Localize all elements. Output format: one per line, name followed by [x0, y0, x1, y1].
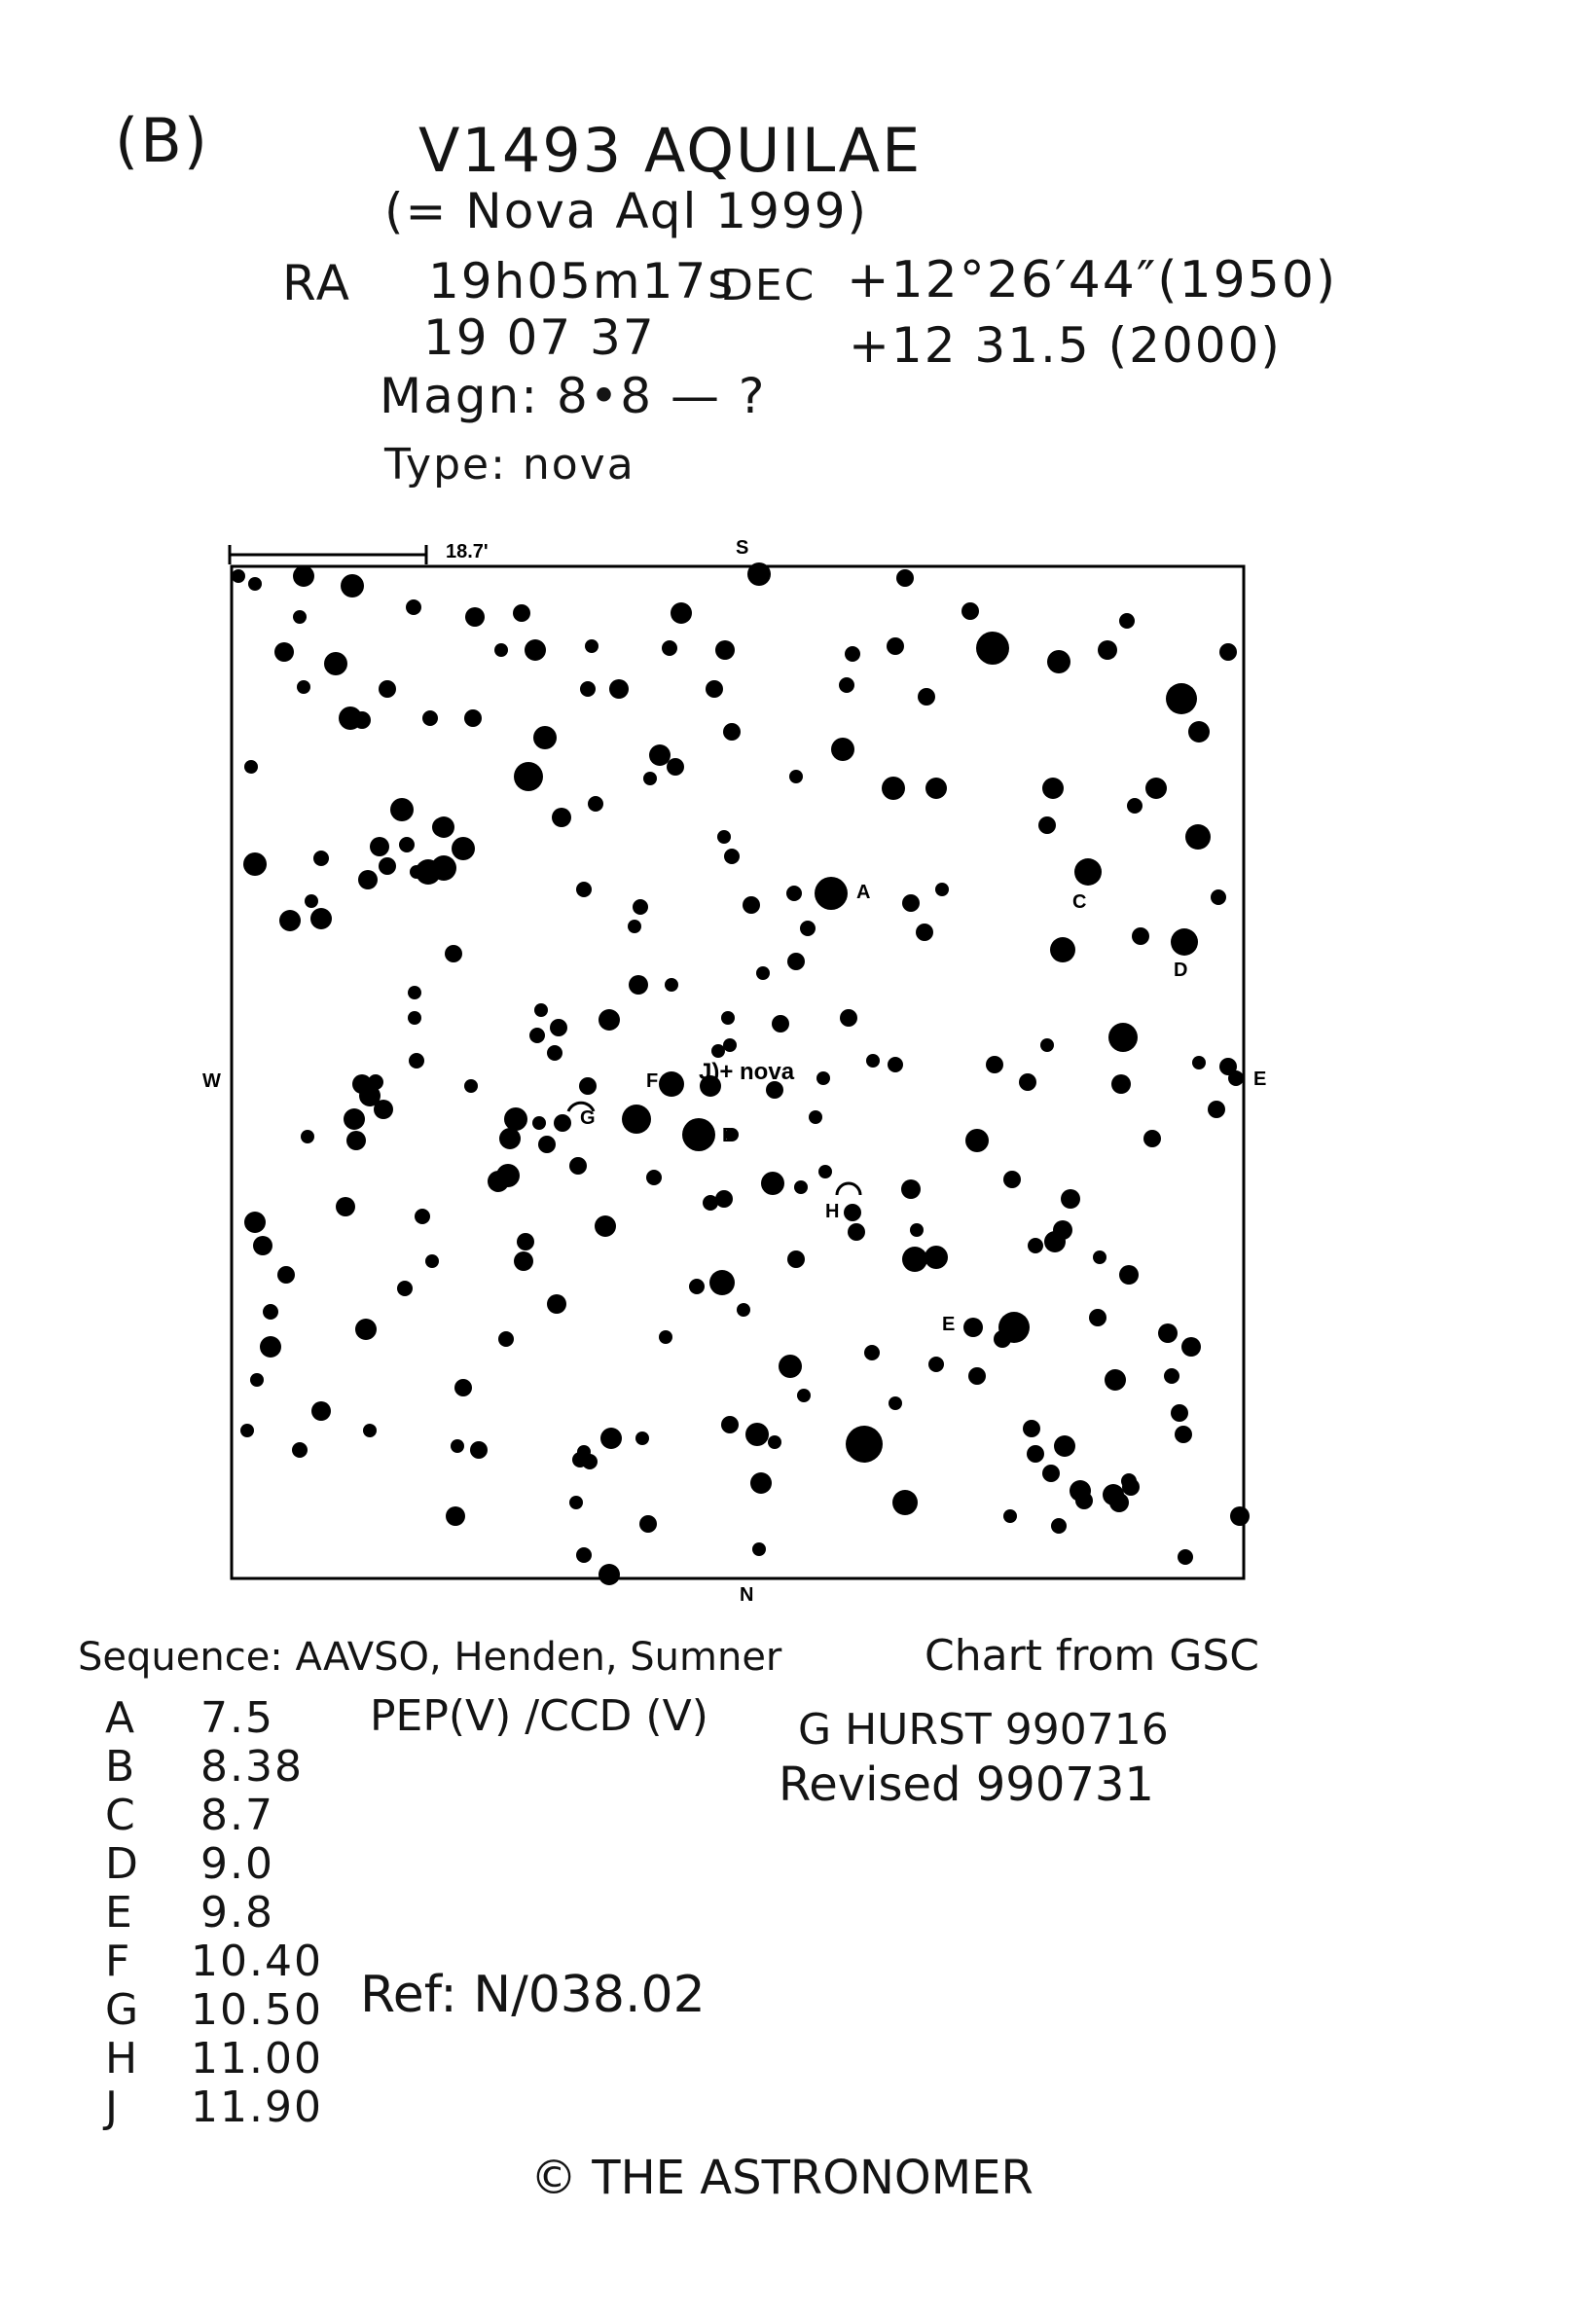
star-dot: [689, 1279, 705, 1294]
star-dot: [311, 1401, 331, 1421]
star-alias: (= Nova Aql 1999): [384, 183, 869, 239]
sequence-mag-g: 10.50: [191, 1985, 323, 2035]
star-dot: [250, 1373, 264, 1387]
star-dot: [1023, 1420, 1040, 1437]
star-dot: [965, 1129, 989, 1152]
star-dot: [635, 1431, 649, 1445]
star-dot: [344, 1108, 365, 1130]
star-dot: [622, 1105, 651, 1134]
star-dot: [446, 1506, 465, 1526]
star-dot: [1109, 1493, 1129, 1512]
star-dot: [363, 1424, 377, 1437]
star-dot: [1075, 1492, 1093, 1509]
star-dot: [787, 1250, 805, 1268]
star-dot: [1228, 1070, 1244, 1086]
star-dot: [786, 886, 802, 901]
ra-2000: 19 07 37: [423, 309, 656, 366]
star-dot: [737, 1303, 750, 1317]
scale-label: 18.7': [446, 541, 489, 562]
star-dot: [639, 1515, 657, 1533]
sequence-star-b: B: [105, 1742, 137, 1792]
star-dot: [600, 1428, 622, 1449]
star-dot: [1027, 1445, 1044, 1463]
star-dot: [292, 1442, 308, 1458]
star-dot: [1098, 640, 1117, 660]
star-dot: [445, 945, 462, 962]
star-dot: [994, 1330, 1011, 1348]
star-dot: [1192, 1056, 1206, 1069]
star-dot: [293, 565, 314, 587]
star-dot: [297, 680, 310, 694]
star-dot: [452, 837, 475, 860]
star-dot: [882, 777, 905, 800]
star-dot: [1185, 824, 1211, 850]
sequence-star-f: F: [105, 1937, 132, 1986]
star-dot: [1003, 1171, 1021, 1188]
chart-reference: Ref: N/038.02: [360, 1966, 706, 2024]
star-dot: [724, 849, 740, 864]
star-dot: [848, 1223, 865, 1241]
star-dot: [961, 602, 979, 620]
nova-marker-label: J)+ nova: [699, 1059, 795, 1085]
star-dot: [629, 975, 648, 995]
sequence-mag-h: 11.00: [191, 2034, 323, 2083]
star-dot: [336, 1197, 355, 1216]
star-dot: [274, 642, 294, 662]
star-dot: [260, 1336, 281, 1358]
dec-1950: +12°26′44″(1950): [847, 251, 1338, 309]
star-dot: [968, 1367, 986, 1385]
direction-south: S: [736, 537, 749, 559]
variable-type: Type: nova: [384, 440, 635, 489]
star-dot: [504, 1107, 527, 1131]
sequence-mag-j: 11.90: [191, 2083, 323, 2132]
star-dot: [358, 870, 378, 889]
star-dot: [910, 1223, 924, 1237]
comparison-label-h: H: [825, 1201, 840, 1222]
star-dot: [659, 1330, 672, 1344]
star-dot: [779, 1355, 802, 1378]
star-dot: [800, 921, 816, 936]
star-dot: [598, 1009, 620, 1031]
star-dot: [598, 1564, 620, 1585]
star-dot: [715, 1190, 733, 1208]
star-dot: [797, 1389, 811, 1402]
star-name: V1493 AQUILAE: [418, 115, 923, 186]
comparison-label-f: F: [646, 1070, 659, 1092]
star-dot: [892, 1490, 918, 1515]
star-dot: [346, 1131, 366, 1150]
star-dot: [514, 1251, 533, 1271]
star-dot: [866, 1054, 880, 1068]
star-dot: [976, 632, 1009, 665]
star-dot: [889, 1396, 902, 1410]
star-dot: [665, 978, 678, 992]
star-dot: [609, 679, 629, 699]
star-dot: [1050, 937, 1075, 962]
star-dot: [925, 778, 947, 799]
star-dot: [1105, 1369, 1126, 1391]
star-dot: [422, 710, 438, 726]
star-dot: [682, 1118, 715, 1151]
magnitude: Magn: 8•8 — ?: [380, 368, 767, 424]
star-dot: [263, 1304, 278, 1320]
star-dot: [324, 652, 347, 675]
sequence-mag-b: 8.38: [200, 1742, 304, 1792]
star-dot: [721, 1416, 739, 1433]
sequence-table: [76, 1693, 368, 2141]
star-dot: [513, 604, 530, 622]
star-dot: [499, 1128, 521, 1149]
star-dot: [464, 709, 482, 727]
star-dot: [761, 1172, 784, 1195]
star-dot: [901, 1179, 921, 1199]
star-dot: [925, 1246, 948, 1269]
star-dot: [845, 646, 860, 662]
direction-west: W: [202, 1070, 221, 1092]
star-dot: [1178, 1549, 1193, 1565]
star-dot: [1042, 778, 1064, 799]
star-dot: [717, 830, 731, 844]
star-dot: [399, 837, 415, 852]
star-dot: [1145, 778, 1167, 799]
star-dot: [928, 1357, 944, 1372]
ra-1950: 19h05m17s: [428, 253, 736, 309]
star-dot: [529, 1028, 545, 1043]
star-dot: [1143, 1130, 1161, 1147]
star-dot: [1054, 1435, 1075, 1457]
star-dot: [1111, 1074, 1131, 1094]
star-dot: [659, 1071, 684, 1097]
star-dot: [831, 738, 854, 761]
star-dot: [743, 896, 760, 914]
star-dot: [633, 899, 648, 915]
star-dot: [253, 1236, 272, 1255]
star-dot: [279, 910, 301, 931]
star-dot: [569, 1496, 583, 1509]
star-dot: [368, 1074, 383, 1090]
star-dot: [902, 894, 920, 912]
copyright-notice: © THE ASTRONOMER: [530, 2151, 1034, 2205]
sequence-star-d: D: [105, 1839, 140, 1889]
star-dot: [244, 760, 258, 774]
star-dot: [547, 1045, 562, 1061]
star-dot: [370, 837, 389, 856]
star-dot: [1158, 1323, 1178, 1343]
star-dot: [916, 924, 933, 941]
star-dot: [840, 1009, 857, 1027]
star-dot: [464, 1079, 478, 1093]
star-dot: [293, 610, 307, 624]
star-dot: [789, 770, 803, 783]
star-dot: [643, 772, 657, 785]
star-dot: [1044, 1231, 1066, 1252]
star-dot: [494, 643, 508, 657]
star-dot: [1074, 858, 1102, 886]
star-dot: [379, 680, 396, 698]
star-dot: [1040, 1038, 1054, 1052]
star-dot: [525, 639, 546, 661]
star-dot: [1119, 1265, 1139, 1285]
star-dot: [569, 1157, 587, 1175]
star-dot: [397, 1281, 413, 1296]
star-dot: [301, 1130, 314, 1143]
star-dot: [470, 1441, 488, 1459]
star-dot: [646, 1170, 662, 1185]
star-dot: [1019, 1073, 1036, 1091]
star-dot: [815, 877, 848, 910]
sequence-mag-e: 9.8: [200, 1888, 274, 1938]
star-dot: [709, 1270, 735, 1295]
star-dot: [772, 1015, 789, 1033]
star-dot: [839, 677, 854, 693]
star-dot: [723, 723, 741, 741]
star-dot: [1051, 1518, 1067, 1534]
star-dot: [818, 1165, 832, 1178]
star-dot: [547, 1294, 566, 1314]
star-dot: [1188, 721, 1210, 743]
comparison-label-e: E: [942, 1314, 956, 1335]
dec-label: DEC: [720, 261, 816, 310]
star-dot: [1211, 889, 1226, 905]
star-dot: [408, 986, 421, 999]
star-dot: [723, 1038, 737, 1052]
chart-source: Chart from GSC: [925, 1631, 1260, 1681]
star-dot: [243, 852, 267, 876]
star-dot: [514, 762, 543, 791]
dec-2000: +12 31.5 (2000): [849, 317, 1282, 374]
star-dot: [747, 562, 771, 586]
star-dot: [703, 1195, 718, 1211]
star-dot: [750, 1472, 772, 1494]
star-dot: [433, 816, 454, 838]
star-dot: [579, 1077, 597, 1095]
star-dot: [864, 1345, 880, 1360]
comparison-label-d: D: [1174, 960, 1188, 981]
direction-east: E: [1253, 1069, 1267, 1090]
star-dot: [1127, 798, 1143, 814]
star-dot: [408, 1011, 421, 1025]
sequence-mag-d: 9.0: [200, 1839, 274, 1889]
star-dot: [576, 882, 592, 897]
star-dot: [706, 680, 723, 698]
star-dot: [986, 1056, 1003, 1073]
star-dot: [576, 1547, 592, 1563]
star-dot: [379, 857, 396, 875]
star-dot: [1219, 643, 1237, 661]
ra-label: RA: [282, 255, 351, 311]
star-dot: [1119, 613, 1135, 629]
star-dot: [588, 796, 603, 812]
comparison-label-g: G: [580, 1107, 596, 1129]
star-dot: [240, 1424, 254, 1437]
sequence-star-g: G: [105, 1985, 141, 2035]
star-dot: [1132, 927, 1149, 945]
star-dot: [1175, 1426, 1192, 1443]
star-dot: [353, 711, 371, 729]
star-dot: [1003, 1509, 1017, 1523]
star-dot: [752, 1542, 766, 1556]
star-dot: [794, 1180, 808, 1194]
star-dot: [550, 1019, 567, 1036]
star-dot: [341, 574, 364, 598]
star-dot: [1166, 683, 1197, 714]
star-dot: [1108, 1023, 1138, 1052]
star-dot: [935, 883, 949, 896]
star-dot: [756, 966, 770, 980]
star-dot: [1171, 1404, 1188, 1422]
star-dot: [787, 953, 805, 970]
star-dot: [816, 1071, 830, 1085]
star-dot: [425, 1254, 439, 1268]
star-dot: [649, 744, 671, 766]
star-dot: [572, 1452, 588, 1467]
star-dot: [232, 569, 245, 583]
star-dot: [1061, 1189, 1080, 1209]
star-dot: [918, 688, 935, 706]
star-dot: [1171, 928, 1198, 956]
sequence-title: Sequence: AAVSO, Henden, Sumner: [78, 1635, 782, 1680]
star-dot: [406, 599, 421, 615]
star-dot: [517, 1233, 534, 1250]
star-dot: [1089, 1309, 1106, 1326]
star-dot: [809, 1110, 822, 1124]
star-dot: [585, 639, 598, 653]
star-dot: [745, 1423, 769, 1446]
star-dot: [313, 851, 329, 866]
star-dot: [451, 1439, 464, 1453]
star-dot: [1028, 1238, 1043, 1253]
sequence-star-a: A: [105, 1693, 137, 1743]
star-dot: [390, 798, 414, 821]
star-dot: [533, 726, 557, 749]
star-dot: [1038, 816, 1056, 834]
star-dot: [310, 908, 332, 929]
star-dot: [355, 1319, 377, 1340]
sequence-star-j: J: [105, 2083, 120, 2132]
star-dot: [1042, 1465, 1060, 1482]
star-dot: [595, 1215, 616, 1237]
sequence-star-c: C: [105, 1791, 137, 1840]
star-dot: [667, 758, 684, 776]
star-dot: [1164, 1368, 1179, 1384]
star-dot: [554, 1114, 571, 1132]
star-dot: [844, 1204, 861, 1221]
sequence-mag-f: 10.40: [191, 1937, 323, 1986]
sequence-star-h: H: [105, 2034, 140, 2083]
star-dot: [374, 1100, 393, 1119]
star-dot: [498, 1331, 514, 1347]
star-dot: [465, 607, 485, 627]
star-dot: [846, 1426, 883, 1463]
star-dot: [415, 1209, 430, 1224]
star-dot: [1230, 1506, 1250, 1526]
star-dot: [580, 681, 596, 697]
sequence-mag-c: 8.7: [200, 1791, 274, 1840]
photometry-note: PEP(V) /CCD (V): [370, 1691, 708, 1741]
star-dot: [532, 1116, 546, 1130]
star-dot: [1208, 1101, 1225, 1118]
star-dot: [244, 1212, 266, 1233]
comparison-label-b: B: [722, 1125, 737, 1146]
chart-revised: Revised 990731: [779, 1757, 1154, 1812]
direction-north: N: [740, 1584, 754, 1606]
sequence-star-e: E: [105, 1888, 134, 1938]
star-dot: [887, 637, 904, 655]
star-dot: [1093, 1250, 1106, 1264]
star-dot: [534, 1003, 548, 1017]
star-dot: [305, 894, 318, 908]
star-dot: [410, 865, 423, 879]
star-dot: [721, 1011, 735, 1025]
star-dot: [715, 640, 735, 660]
star-dot: [896, 569, 914, 587]
h-marker-arc: [837, 1183, 860, 1195]
star-dot: [454, 1379, 472, 1396]
star-dot: [552, 808, 571, 827]
sequence-mag-a: 7.5: [200, 1693, 274, 1743]
star-dot: [409, 1053, 424, 1069]
star-dot: [538, 1136, 556, 1153]
comparison-label-a: A: [856, 882, 871, 903]
star-dot: [671, 602, 692, 624]
star-dot: [488, 1171, 509, 1192]
chart-author: G HURST 990716: [798, 1705, 1169, 1755]
chart-tag: (B): [115, 105, 209, 176]
star-dot: [277, 1266, 295, 1284]
star-dot: [902, 1247, 927, 1272]
star-dot: [1122, 1478, 1140, 1496]
star-dot: [662, 640, 677, 656]
star-dot: [888, 1057, 903, 1072]
star-dot: [1181, 1337, 1201, 1357]
star-dot: [963, 1318, 983, 1337]
comparison-label-c: C: [1072, 891, 1087, 913]
star-dot: [248, 577, 262, 591]
star-dot: [768, 1435, 781, 1449]
star-dot: [628, 920, 641, 933]
star-dot: [1047, 650, 1070, 673]
star-dot: [711, 1044, 725, 1058]
